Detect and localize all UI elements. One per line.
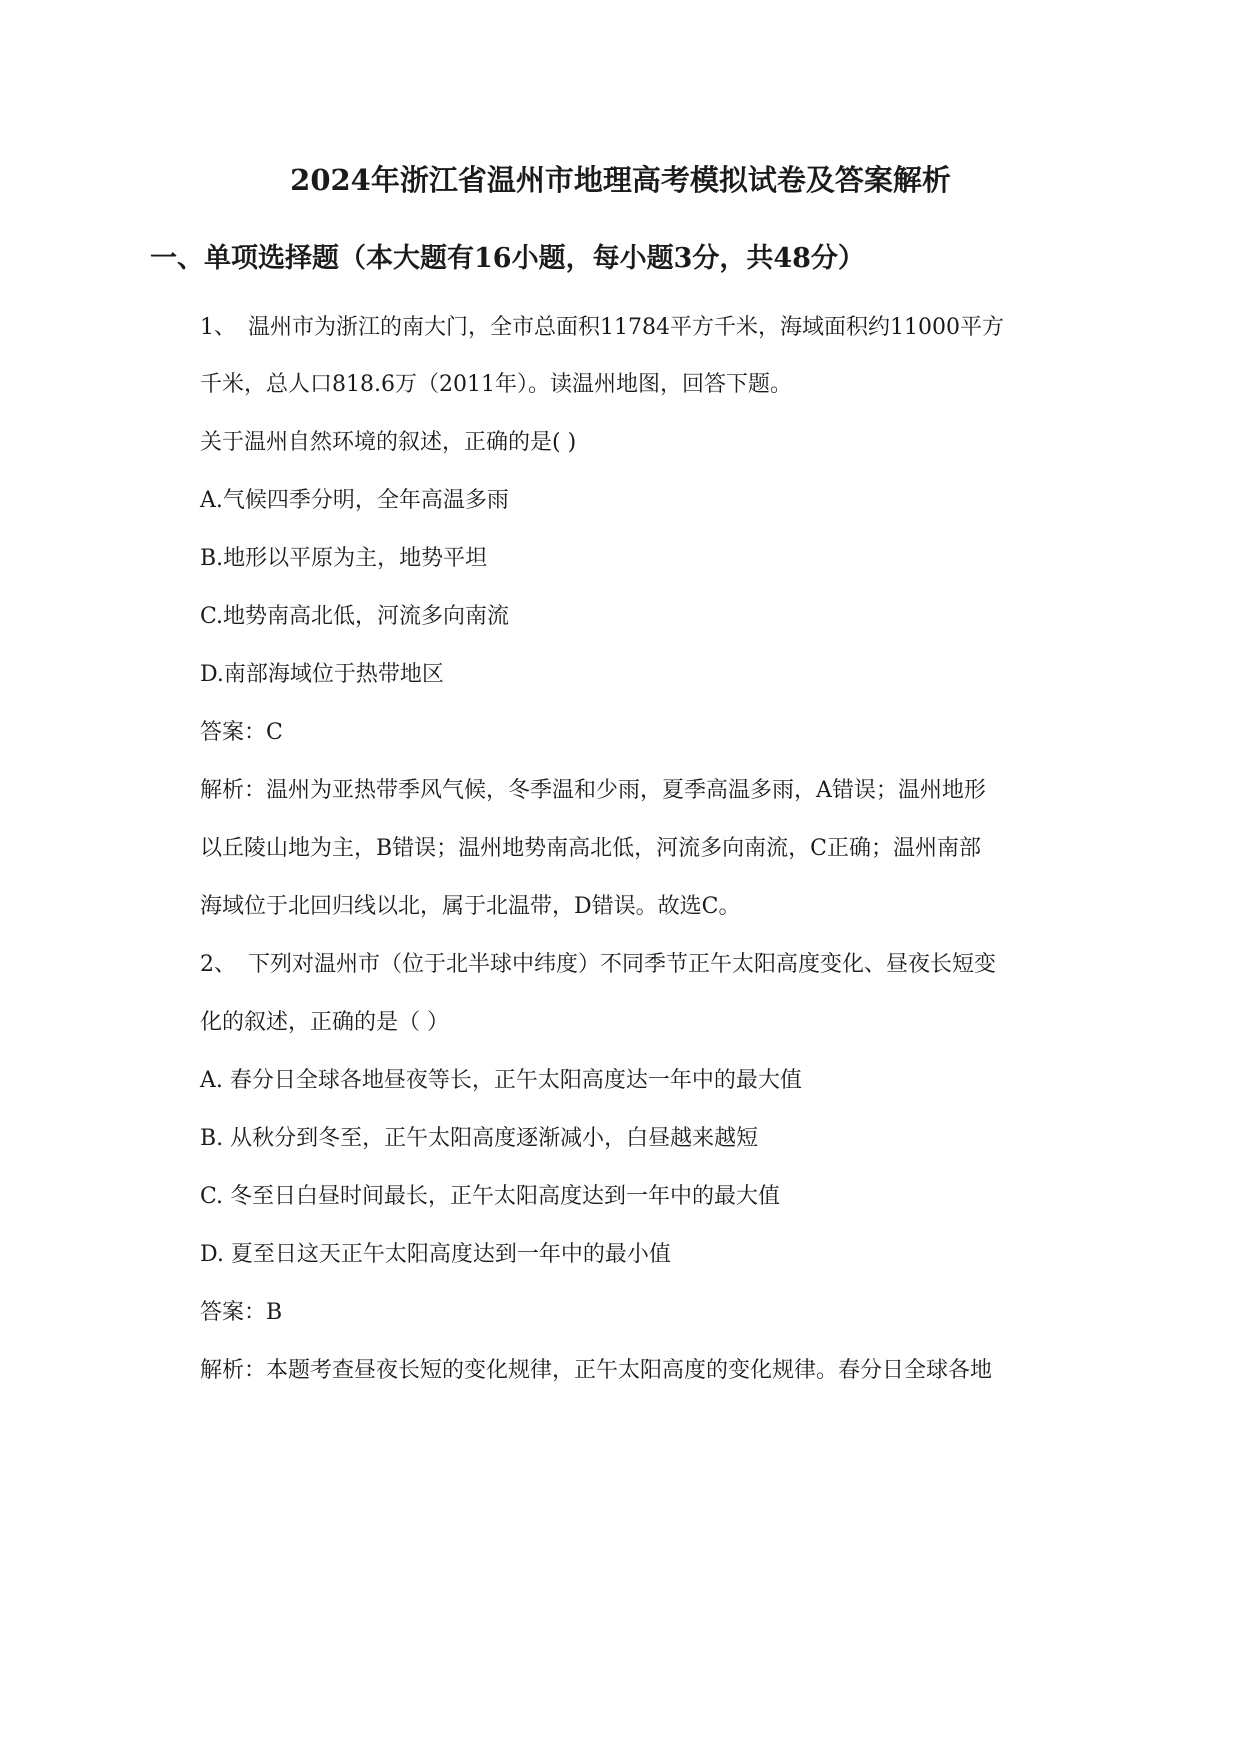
question-1-stem-line-2: 千米，总人口818.6万（2011年）。读温州地图，回答下题。	[200, 372, 792, 397]
question-2-option-d: D. 夏至日这天正午太阳高度达到一年中的最小值	[200, 1242, 671, 1267]
question-2-analysis-line-1: 解析：本题考查昼夜长短的变化规律，正午太阳高度的变化规律。春分日全球各地	[200, 1358, 993, 1383]
question-1-stem-line-1	[200, 313, 1004, 343]
question-1-option-b: B.地形以平原为主，地势平坦	[200, 546, 488, 571]
question-1-analysis-line-1: 解析：温州为亚热带季风气候，冬季温和少雨，夏季高温多雨，A错误；温州地形	[200, 778, 986, 803]
question-1-option-c: C.地势南高北低，河流多向南流	[200, 604, 510, 629]
question-2-number: 2、	[200, 952, 236, 977]
question-1-option-d: D.南部海域位于热带地区	[200, 662, 444, 687]
section-heading: 一、单项选择题（本大题有16小题，每小题3分，共48分）	[150, 243, 865, 274]
question-2-stem-text: 下列对温州市（位于北半球中纬度）不同季节正午太阳高度变化、昼夜长短变	[248, 952, 997, 977]
question-2-option-a: A. 春分日全球各地昼夜等长，正午太阳高度达一年中的最大值	[200, 1068, 802, 1093]
question-1-number: 1、	[200, 315, 236, 340]
question-2-option-b: B. 从秋分到冬至，正午太阳高度逐渐减小，白昼越来越短	[200, 1126, 759, 1151]
question-2-option-c: C. 冬至日白昼时间最长，正午太阳高度达到一年中的最大值	[200, 1184, 781, 1209]
question-2-stem-line-1	[200, 950, 996, 980]
question-1-stem-text: 温州市为浙江的南大门，全市总面积11784平方千米，海域面积约11000平方	[248, 315, 1004, 340]
question-2-stem-line-2: 化的叙述，正确的是（ ）	[200, 1010, 449, 1035]
question-1-prompt: 关于温州自然环境的叙述，正确的是( )	[200, 430, 577, 455]
document-title: 2024年浙江省温州市地理高考模拟试卷及答案解析	[290, 163, 951, 197]
question-1-analysis-line-2: 以丘陵山地为主，B错误；温州地势南高北低，河流多向南流，C正确；温州南部	[200, 836, 982, 861]
question-2-answer: 答案：B	[200, 1300, 283, 1325]
question-1-answer: 答案：C	[200, 720, 283, 745]
question-1-option-a: A.气候四季分明，全年高温多雨	[200, 488, 509, 513]
question-1-analysis-line-3: 海域位于北回归线以北，属于北温带，D错误。故选C。	[200, 894, 741, 919]
